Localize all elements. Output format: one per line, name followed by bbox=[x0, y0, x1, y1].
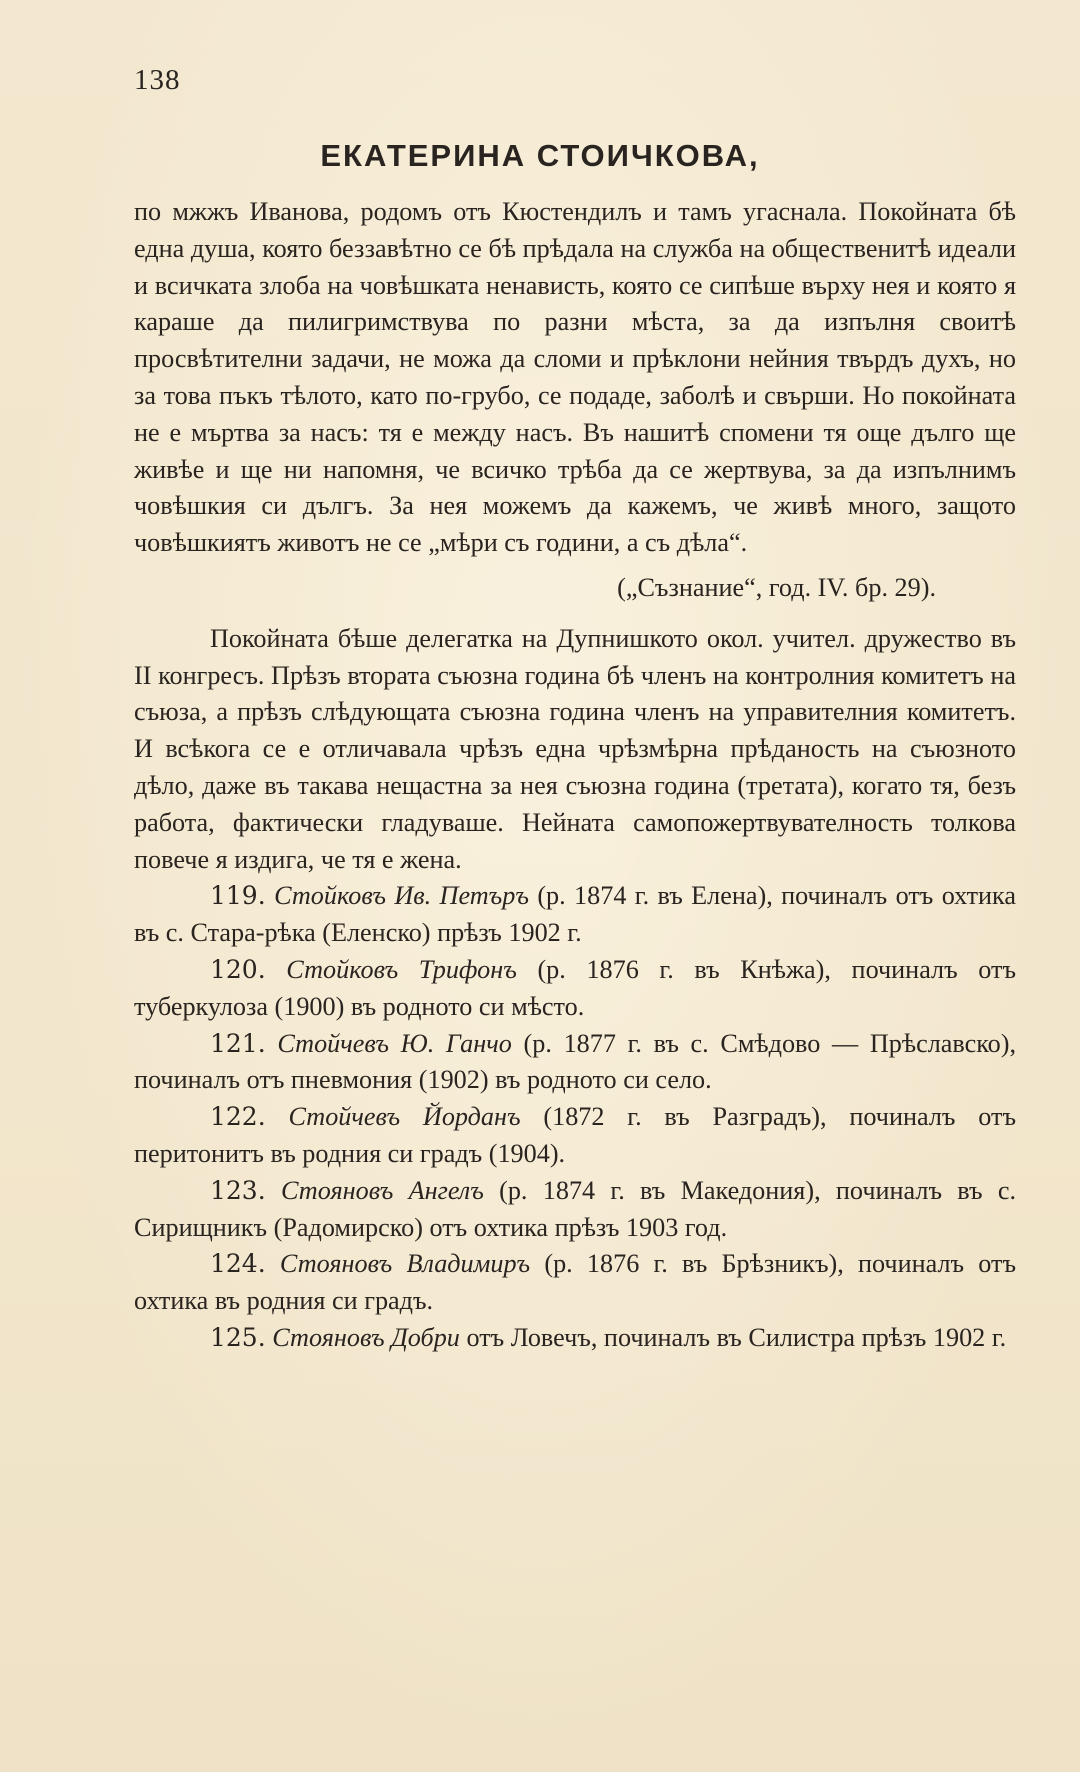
page-heading: ЕКАТЕРИНА СТОИЧКОВА, bbox=[320, 138, 760, 173]
entry-text: (р. 1876 г. въ Кнѣжа), починалъ отъ туберкулоза (1900) въ родното си мѣсто. bbox=[134, 954, 1017, 1021]
entry-name: Стойковъ Ив. Петъръ bbox=[274, 881, 529, 911]
entry-number: 125. bbox=[210, 1322, 266, 1352]
entry-text: (1872 г. въ Разградъ), починалъ отъ перитонитъ въ родния си градъ (1904). bbox=[134, 1102, 1016, 1168]
list-item bbox=[134, 952, 1016, 1026]
list-item bbox=[134, 1246, 1016, 1320]
entry-number: 122. bbox=[210, 1102, 266, 1132]
list-item bbox=[134, 1099, 1016, 1173]
entry-name: Стойчевъ Ю. Ганчо bbox=[277, 1028, 512, 1058]
entry-text: отъ Ловечъ, починалъ въ Силистра прѣзъ 1902 г. bbox=[459, 1322, 1007, 1352]
list-item bbox=[134, 1026, 1016, 1100]
entry-text: (р. 1877 г. въ с. Смѣдово — Прѣславско), починалъ отъ пневмония (1902) въ родното си село. bbox=[134, 1028, 1016, 1095]
list-item bbox=[134, 1320, 1016, 1357]
entry-name: Стояновъ Ангелъ bbox=[280, 1175, 484, 1205]
list-item bbox=[134, 878, 1016, 952]
entry-text: (р. 1874 г. въ Елена), починалъ отъ охтика въ с. Стара-рѣка (Еленско) прѣзъ 1902 г. bbox=[134, 881, 1017, 948]
entry-number: 121. bbox=[210, 1028, 266, 1058]
entry-name: Стояновъ Добри bbox=[272, 1322, 460, 1352]
entry-text: (р. 1874 г. въ Македония), починалъ въ с. Сирищникъ (Радомирско) отъ охтика прѣзъ 1903 год. bbox=[134, 1175, 1017, 1242]
body-text bbox=[134, 194, 1016, 1357]
union-note-paragraph: Покойната бѣше делегатка на Дупнишкото окол. учител. дружество въ II конгресъ. Прѣзъ втората съюзна година бѣ членъ на контролния комитетъ на съюза, а прѣзъ слѣдующата съюзна година членъ на управителния комитетъ. И всѣкога се е отличавала чрѣзъ една чрѣзмѣрна прѣданость на съюзното дѣло, даже въ такава нещастна за нея съюзна година (третата), когато тя, безъ работа, фактически гладуваше. Нейната самопожертвувателность толкова повече я издига, че тя е жена. bbox=[134, 623, 1016, 874]
entry-number: 120. bbox=[210, 954, 266, 984]
entry-number: 123. bbox=[210, 1175, 266, 1205]
entry-name: Стойчевъ Йорданъ bbox=[288, 1102, 521, 1132]
entry-number: 119. bbox=[210, 881, 266, 911]
page-number: 138 bbox=[134, 64, 181, 96]
obituary-source: („Съзнание“, год. IV. бр. 29). bbox=[617, 572, 936, 602]
list-item bbox=[134, 1173, 1016, 1247]
obituary-paragraph: по мжжъ Иванова, родомъ отъ Кюстендилъ и тамъ угаснала. Покойната бѣ една душа, която беззавѣтно се бѣ прѣдала на служба на общественитѣ идеали и всичката злоба на човѣшката ненависть, която се сипѣше върху нея и която я караше да пилигримствува по разни мѣста, за да изпълня своитѣ просвѣтителни задачи, не можа да сломи и прѣклони нейния твърдъ духъ, но за това пъкъ тѣлото, като по-грубо, се подаде, заболѣ и свърши. Но покойната не е мъртва за насъ: тя е между насъ. Въ нашитѣ спомени тя още дълго ще живѣе и ще ни напомня, че всичко трѣба да се жертвува, за да изпълнимъ човѣшкия си дългъ. За нея можемъ да кажемъ, че живѣ много, защото човѣшкиятъ животъ не се „мѣри съ години, а съ дѣла“. bbox=[134, 197, 1016, 558]
entry-name: Стояновъ Владимиръ bbox=[279, 1249, 531, 1279]
entry-text: (р. 1876 г. въ Брѣзникъ), починалъ отъ охтика въ родния си градъ. bbox=[134, 1249, 1017, 1316]
entry-number: 124. bbox=[210, 1249, 266, 1279]
entry-name: Стойковъ Трифонъ bbox=[286, 954, 517, 984]
